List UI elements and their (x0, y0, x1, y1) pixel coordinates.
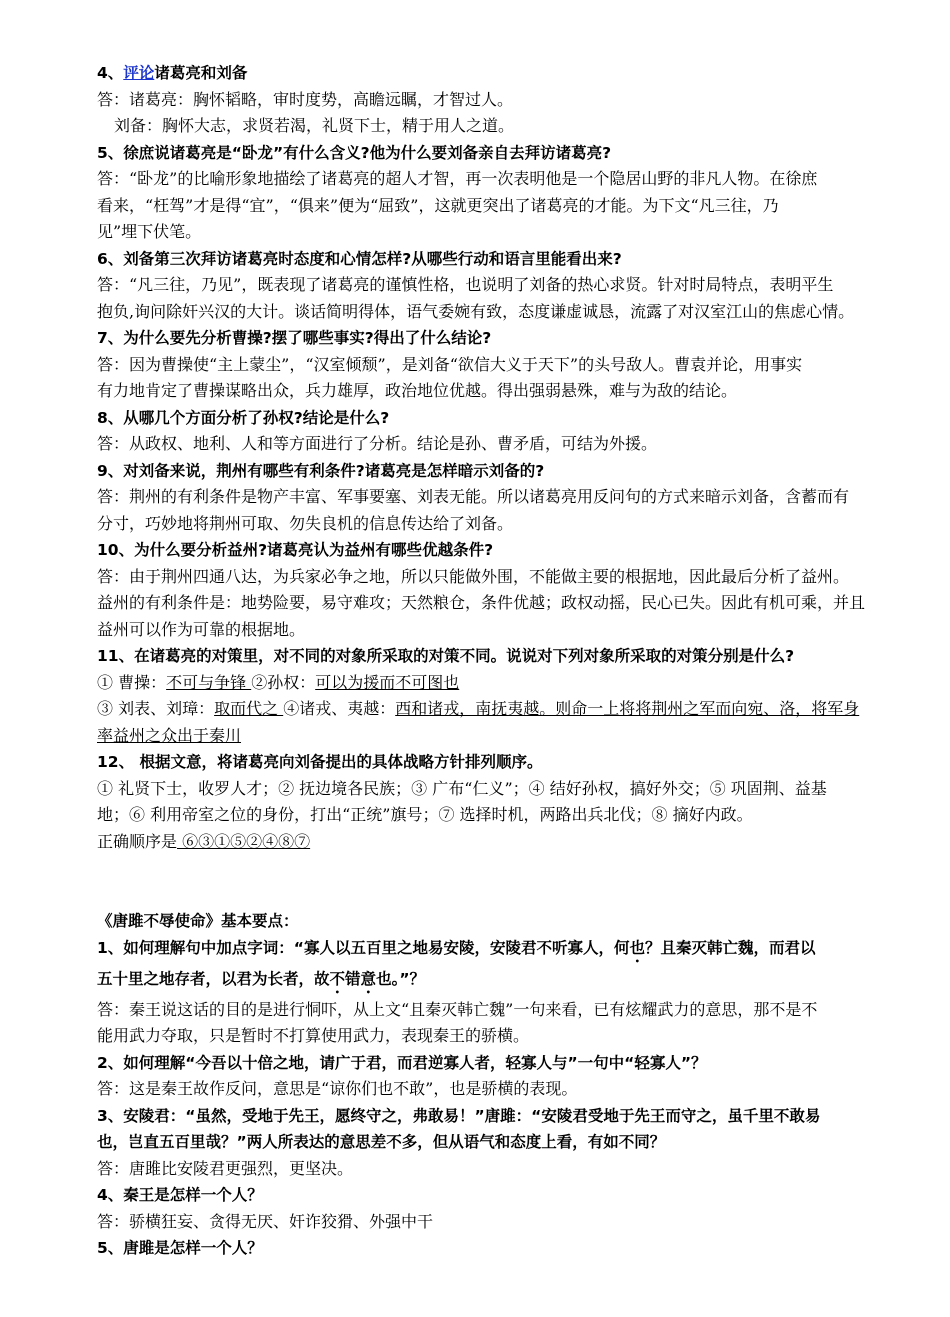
question-4 (97, 60, 907, 87)
fill-answer: 可以为援而不可图也 (315, 672, 460, 692)
answer-4-line-1: 答：诸葛亮：胸怀韬略，审时度势，高瞻远瞩，才智过人。 (97, 89, 514, 109)
item-label: ① 曹操： (97, 672, 167, 692)
text-span: ？且秦灭韩亡魏，而君以 (645, 938, 816, 957)
question-12: 12、 根据文意，将诸葛亮向刘备提出的具体战略方针排列顺序。 (97, 753, 543, 771)
answer-11-line-2 (97, 696, 907, 723)
answer-6-line-1: 答：“凡三往，乃见”，既表现了诸葛亮的谨慎性格，也说明了刘备的热心求贤。针对时局特点，表明平生 (97, 275, 834, 294)
dotted-word: 也 (629, 938, 645, 957)
dotted-word: 不 (329, 969, 346, 988)
s2-answer-2: 答：这是秦王故作反问，意思是“谅你们也不敢”，也是骄横的表现。 (97, 1079, 578, 1098)
document-page (97, 60, 907, 1262)
question-11: 11、在诸葛亮的对策里，对不同的对象所采取的对策不同。说说对下列对象所采取的对策分别是什么? (97, 647, 795, 665)
order-label: 正确顺序是 (97, 831, 178, 851)
question-number: 4、 (97, 64, 124, 82)
answer-11-line-3 (97, 723, 907, 750)
order-answer: ⑥③①⑤②④⑧⑦ (177, 831, 311, 851)
answer-7-line-2: 有力地肯定了曹操谋略出众，兵力雄厚，政治地位优越。得出强弱悬殊，难与为敌的结论。 (97, 381, 738, 400)
answer-10-line-3: 益州可以作为可靠的根据地。 (97, 619, 306, 639)
s2-question-4: 4、秦王是怎样一个人？ (97, 1186, 263, 1204)
answer-12-line-3 (97, 829, 907, 856)
section-title: 《唐雎不辱使命》基本要点： (97, 912, 299, 930)
answer-4-line-2: 刘备：胸怀大志，求贤若渴，礼贤下士，精于用人之道。 (114, 116, 515, 135)
text-span: 错 (345, 969, 361, 988)
question-8: 8、从哪几个方面分析了孙权?结论是什么? (97, 408, 390, 427)
s2-question-1-line-2 (97, 966, 907, 997)
s2-question-5: 5、唐雎是怎样一个人？ (97, 1239, 263, 1257)
s2-question-3-line-1: 3、安陵君：“虽然，受地于先王，愿终守之，弗敢易！”唐雎：“安陵君受地于先王而守之，虽千里不敢易 (97, 1106, 821, 1125)
fill-answer: 不可与争锋 (166, 672, 252, 692)
answer-11-line-1 (97, 670, 907, 697)
answer-10-line-1: 答：由于荆州四通八达，为兵家必争之地，所以只能做外围，不能做主要的根据地，因此最后分析了益州。 (97, 566, 850, 586)
answer-7-line-1: 答：因为曹操使“主上蒙尘”，“汉室倾颓”，是刘备“欲信大义于天下”的头号敌人。曹袁并论，用事实 (97, 354, 803, 374)
s2-question-3-line-2: 也，岂直五百里哉？”两人所表达的意思差不多，但从语气和态度上看，有如不同？ (97, 1133, 666, 1151)
answer-10-line-2: 益州的有利条件是：地势险要，易守难攻；天然粮仓，条件优越；政权动摇，民心已失。因此有机可乘，并且 (97, 593, 866, 612)
question-6: 6、刘备第三次拜访诸葛亮时态度和心情怎样?从哪些行动和语言里能看出来? (97, 249, 622, 268)
answer-5-line-2: 看来，“枉驾”才是得“宜”，“俱来”便为“屈致”，这就更突出了诸葛亮的才能。为下文“凡三往，乃 (97, 195, 779, 215)
answer-6-line-2: 抱负,询问除奸兴汉的大计。谈话简明得体，语气委婉有致，态度谦虚诚恳，流露了对汉室江山的焦虑心情。 (97, 301, 855, 321)
s2-answer-4: 答：骄横狂妄、贪得无厌、奸诈狡猾、外强中干 (97, 1211, 434, 1231)
question-10: 10、为什么要分析益州?诸葛亮认为益州有哪些优越条件? (97, 541, 494, 559)
comment-link[interactable]: 评论 (123, 64, 155, 82)
answer-12-line-2: 地；⑥ 利用帝室之位的身份，打出“正统”旗号；⑦ 选择时机，两路出兵北伐；⑧ 摘好内政。 (97, 805, 753, 824)
fill-answer: 取而代之 (214, 699, 284, 718)
s2-answer-1-line-1: 答：秦王说这话的目的是进行恫吓，从上文“且秦灭韩亡魏”一句来看，已有炫耀武力的意思，那不是不 (97, 999, 818, 1019)
question-text: 诸葛亮和刘备 (154, 64, 248, 82)
item-label: ②孙权： (251, 672, 316, 692)
item-label: ④诸戎、夷越： (283, 699, 396, 718)
s2-answer-1-line-2: 能用武力夺取，只是暂时不打算使用武力，表现秦王的骄横。 (97, 1026, 530, 1045)
answer-5-line-1: 答：“卧龙”的比喻形象地描绘了诸葛亮的超人才智，再一次表明他是一个隐居山野的非凡人物。在徐庶 (97, 169, 818, 188)
answer-9-line-1: 答：荆州的有利条件是物产丰富、军事要塞、刘表无能。所以诸葛亮用反问句的方式来暗示刘备，含蓄而有 (97, 487, 850, 506)
answer-8: 答：从政权、地利、人和等方面进行了分析。结论是孙、曹矛盾，可结为外援。 (97, 434, 658, 453)
section-spacer (97, 855, 907, 908)
dotted-word: 意 (360, 969, 377, 988)
text-span: 1、如何理解句中加点字词：“寡人以五百里之地易安陵，安陵君不听寡人，何 (97, 938, 630, 957)
s2-answer-3: 答：唐雎比安陵君更强烈，更坚决。 (97, 1158, 354, 1178)
question-5: 5、徐庶说诸葛亮是“卧龙”有什么含义?他为什么要刘备亲自去拜访诸葛亮? (97, 143, 612, 162)
answer-9-line-2: 分寸，巧妙地将荆州可取、勿失良机的信息传达给了刘备。 (97, 513, 514, 533)
fill-answer: 率益州之众出于秦川 (97, 725, 242, 745)
answer-5-line-3: 见”埋下伏笔。 (97, 222, 202, 241)
fill-answer: 西和诸戎，南抚夷越。则命一上将将荆州之军而向宛、洛，将军身 (395, 699, 860, 718)
question-7: 7、为什么要先分析曹操?摆了哪些事实?得出了什么结论? (97, 329, 492, 347)
s2-question-1-line-1 (97, 935, 907, 966)
answer-12-line-1: ① 礼贤下士，收罗人才；② 抚边境各民族；③ 广布“仁义”；④ 结好孙权，搞好外交；⑤ 巩固荆、益基 (97, 778, 827, 798)
item-label: ③ 刘表、刘璋： (97, 699, 215, 718)
s2-question-2: 2、如何理解“今吾以十倍之地，请广于君，而君逆寡人者，轻寡人与”一句中“轻寡人”？ (97, 1053, 707, 1072)
text-span: 也。”？ (376, 969, 425, 988)
text-span: 五十里之地存者，以君为长者，故 (97, 969, 330, 988)
question-9: 9、对刘备来说，荆州有哪些有利条件?诸葛亮是怎样暗示刘备的? (97, 461, 545, 480)
